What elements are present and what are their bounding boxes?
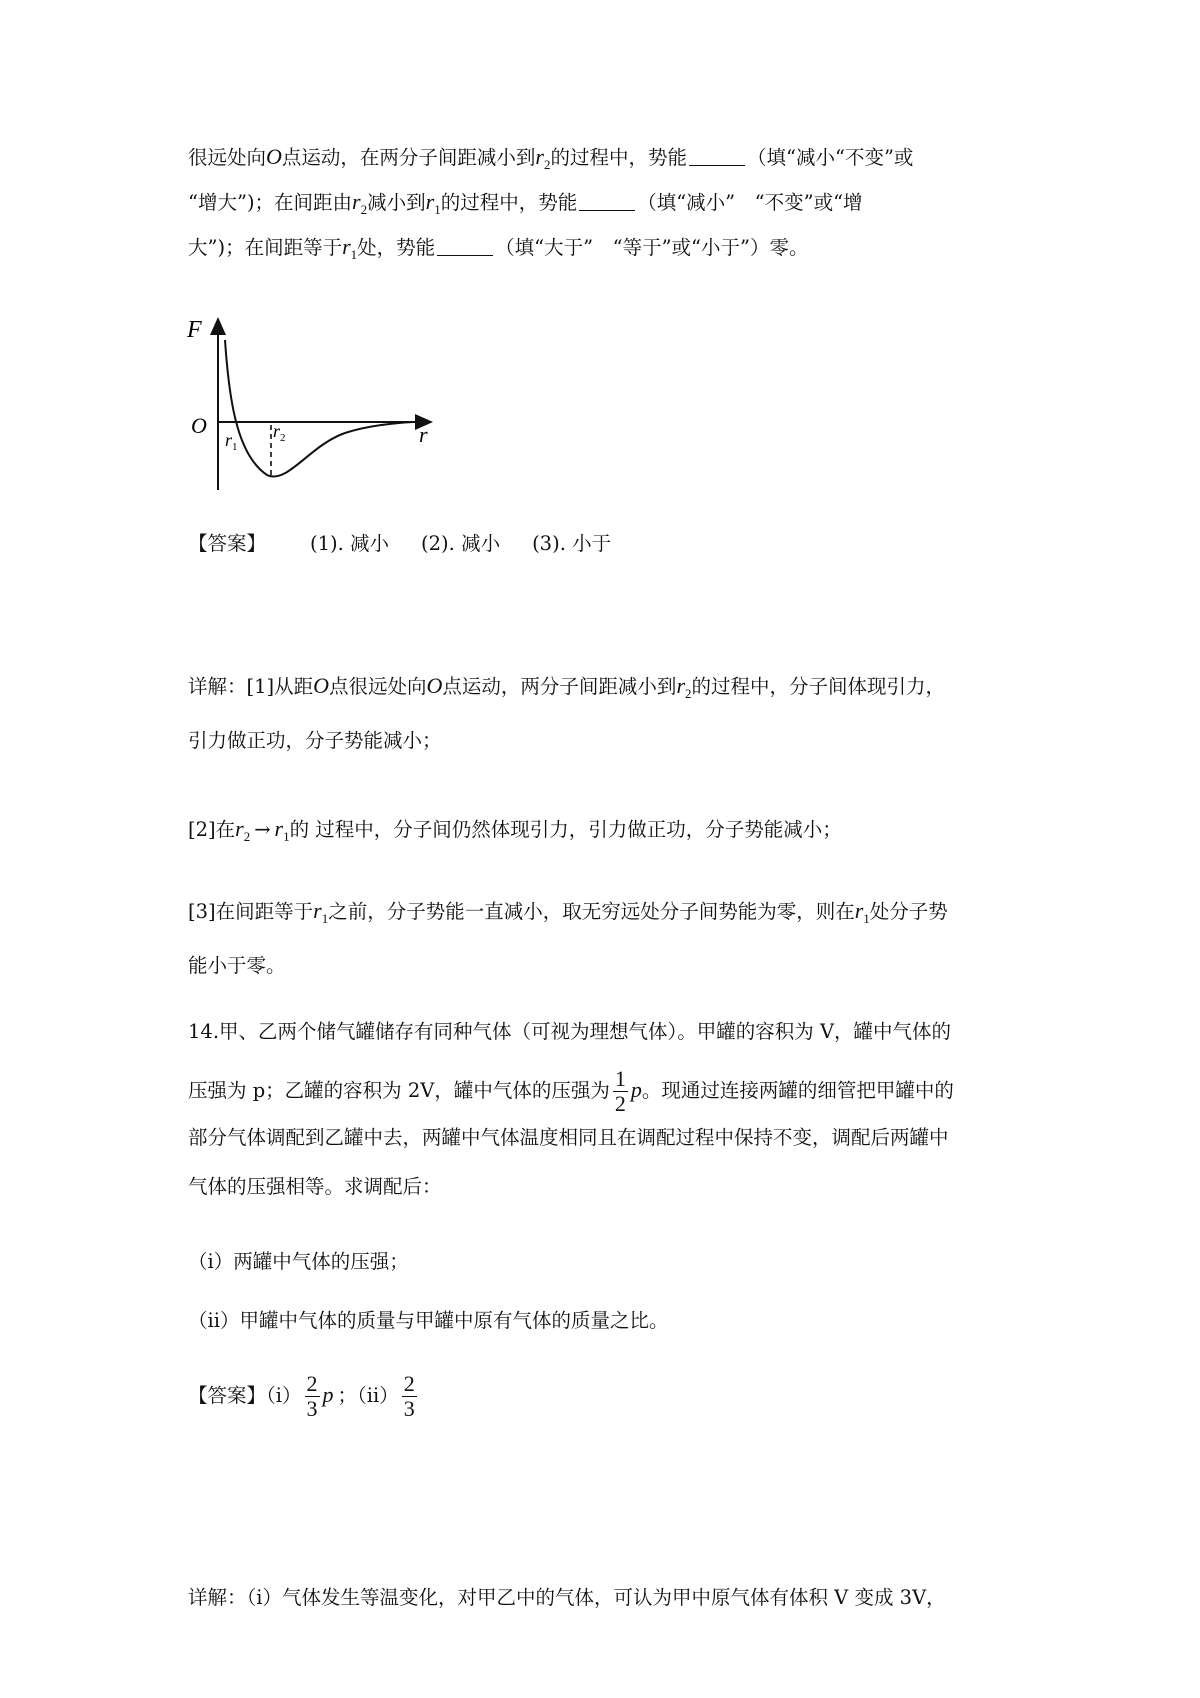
explain13-line-1: 详解：[1]从距O点很远处向O点运动，两分子间距减小到$r_2$的过程中，分子间体现引力， [188,673,946,701]
q13-line-2: “增大”)；在间距由$r_2$减小到$r_1$的过程中，势能 （填“减小” “不变”或“增 [188,189,863,217]
fill-blank-3 [437,237,493,256]
var-r2: $r_2$ [535,144,551,172]
fill-blank-1 [689,147,745,166]
answer-label: 【答案】 [188,1384,267,1407]
r2-label: $r_2$ [273,421,286,444]
r1-label: $r_1$ [225,430,238,453]
fill-blank-2 [579,192,635,211]
q14-sub-ii: （ii）甲罐中气体的质量与甲罐中原有气体的质量之比。 [188,1309,669,1332]
x-axis-label: r [419,422,428,447]
q14-line-1: 14.甲、乙两个储气罐储存有同种气体（可视为理想气体）。甲罐的容积为 V，罐中气体的 [188,1020,952,1043]
explain14-line-1: 详解：（i）气体发生等温变化，对甲乙中的气体，可认为甲中原气体有体积 V 变成 3V， [188,1586,946,1609]
origin-label: O [191,413,207,438]
var-r1: $r_1$ [342,234,358,262]
force-distance-graph [185,305,445,495]
q13-line-1: 很远处向O点运动，在两分子间距减小到$r_2$的过程中，势能 （填“减小“不变”或 [188,144,914,172]
force-curve [225,340,413,477]
y-axis-label: F [187,317,202,343]
answer-item: (2). 减小 [421,532,501,555]
answer-14: 【答案】（i） $\frac{2}{3}$ p ；（ii） $\frac{2}{3}$ [188,1371,415,1421]
fraction-one-half: $\frac{1}{2}$ [614,1066,626,1116]
explain13-line-4: [3]在间距等于$r_1$之前，分子势能一直减小，取无穷远处分子间势能为零，则在$r_1$处分子势 [188,898,948,926]
fraction-two-thirds: $\frac{2}{3}$ [306,1371,318,1421]
answer-label: 【答案】 [188,532,267,555]
q14-line-4: 气体的压强相等。求调配后： [188,1175,442,1198]
q13-line-3: 大”)；在间距等于$r_1$处，势能 （填“大于” “等于”或“小于”）零。 [188,234,809,262]
q14-line-3: 部分气体调配到乙罐中去，两罐中气体温度相同且在调配过程中保持不变，调配后两罐中 [188,1126,949,1149]
answer-item: (3). 小于 [532,532,612,555]
answer-13 [188,529,611,559]
q14-sub-i: （i）两罐中气体的压强； [188,1250,409,1273]
var-O: O [266,144,282,169]
explain13-line-5: 能小于零。 [188,954,286,977]
var-r2: $r_2$ [352,189,368,217]
q14-line-2: 压强为 p；乙罐的容积为 2V，罐中气体的压强为 $\frac{1}{2}$ p。现通过连接两罐的细管把甲罐中的 [188,1066,954,1116]
fraction-two-thirds: $\frac{2}{3}$ [403,1371,415,1421]
explain13-line-3: [2]在$r_2 \to r_1$的 过程中，分子间仍然体现引力，引力做正功，分子势能减小； [188,816,842,844]
answer-item: (1). 减小 [310,532,390,555]
var-r1: $r_1$ [425,189,441,217]
explain13-line-2: 引力做正功，分子势能减小； [188,729,442,752]
